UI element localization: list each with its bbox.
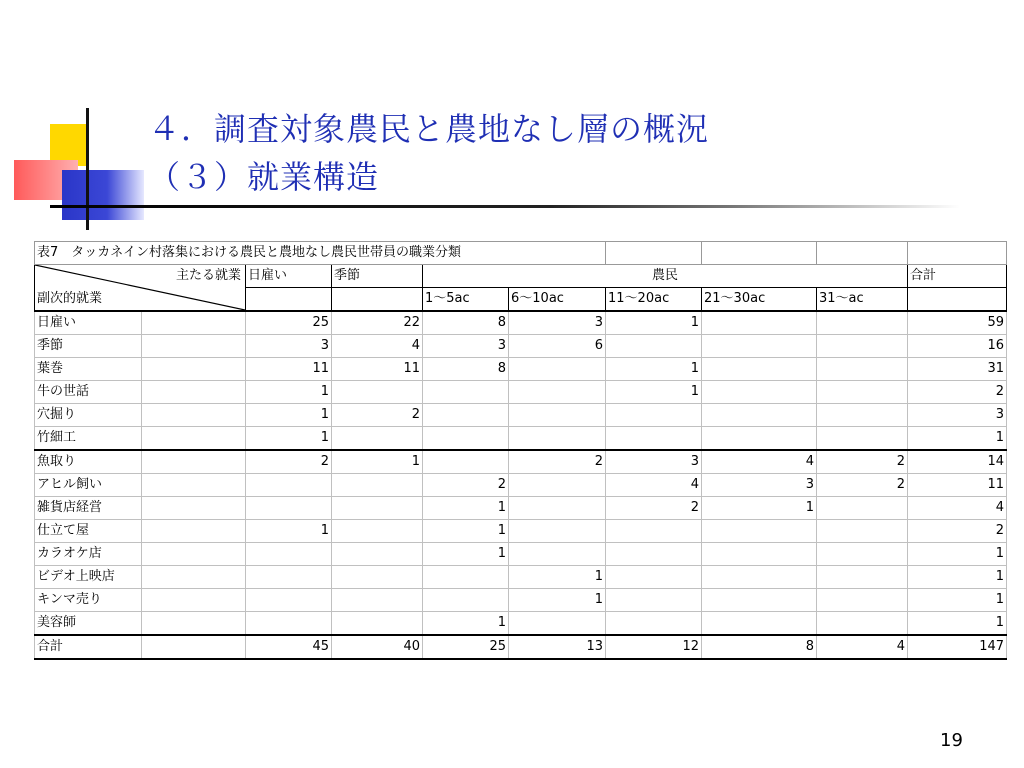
table-cell: 2 (908, 381, 1007, 404)
table-cell: 4 (702, 450, 817, 474)
table-cell: 3 (606, 450, 702, 474)
table-cell: 4 (817, 635, 908, 659)
row-label: アヒル飼い (35, 474, 142, 497)
table-cell (423, 427, 509, 451)
table-cell (332, 612, 423, 636)
table-row (35, 450, 1007, 474)
slide-decoration (0, 0, 150, 240)
table-row (35, 520, 1007, 543)
table-cell: 40 (332, 635, 423, 659)
subcol-2: 6～10ac (509, 288, 606, 312)
table-row (35, 474, 1007, 497)
subcol-4: 21～30ac (702, 288, 817, 312)
main-occupation-label: 主たる就業 (175, 268, 241, 283)
table-cell: 1 (908, 427, 1007, 451)
table-row (35, 335, 1007, 358)
table-cell (332, 543, 423, 566)
table-cell (702, 404, 817, 427)
table-cell: 1 (702, 497, 817, 520)
row-label: 合計 (35, 635, 142, 659)
table-cell: 25 (423, 635, 509, 659)
table-cell (817, 520, 908, 543)
table-cell (509, 381, 606, 404)
table-cell: 11 (246, 358, 332, 381)
slide-subtitle: （３）就業構造 (148, 158, 380, 196)
table-cell: 31 (908, 358, 1007, 381)
table-cell (246, 612, 332, 636)
row-label: ビデオ上映店 (35, 566, 142, 589)
table-cell (606, 543, 702, 566)
header-row-1 (35, 265, 1007, 288)
title-underline (50, 205, 960, 208)
table-cell (509, 358, 606, 381)
table-cell: 1 (908, 589, 1007, 612)
row-label: 仕立て屋 (35, 520, 142, 543)
table-cell (246, 589, 332, 612)
table-cell (606, 404, 702, 427)
table-cell: 59 (908, 311, 1007, 335)
table-cell (509, 612, 606, 636)
table-row (35, 566, 1007, 589)
col-hireling: 日雇い (246, 265, 332, 288)
table-cell (702, 358, 817, 381)
table-row (35, 358, 1007, 381)
table-cell (606, 612, 702, 636)
table-cell (509, 520, 606, 543)
table-cell (702, 427, 817, 451)
occupation-table (34, 241, 1007, 660)
table-cell (246, 543, 332, 566)
table-cell: 3 (246, 335, 332, 358)
table-cell: 2 (509, 450, 606, 474)
table-row (35, 427, 1007, 451)
table-cell: 12 (606, 635, 702, 659)
table-row (35, 497, 1007, 520)
corner-header (35, 265, 246, 312)
table-cell: 13 (509, 635, 606, 659)
row-label: 雑貨店経営 (35, 497, 142, 520)
table-cell (817, 612, 908, 636)
page-number: 19 (940, 730, 963, 751)
table-cell (817, 427, 908, 451)
table-row (35, 381, 1007, 404)
table-caption: 表7 タッカネイン村落集における農民と農地なし農民世帯員の職業分類 (35, 242, 606, 265)
table-cell (509, 543, 606, 566)
table-cell: 1 (332, 450, 423, 474)
table-cell (606, 335, 702, 358)
table-cell (817, 335, 908, 358)
table-cell (606, 566, 702, 589)
table-cell: 1 (423, 543, 509, 566)
table-cell: 3 (702, 474, 817, 497)
row-label: 牛の世話 (35, 381, 142, 404)
table-cell (702, 335, 817, 358)
table-cell (332, 381, 423, 404)
table-cell: 1 (509, 566, 606, 589)
table-cell (817, 497, 908, 520)
table-cell (332, 497, 423, 520)
row-label: カラオケ店 (35, 543, 142, 566)
table-cell: 1 (246, 520, 332, 543)
vertical-rule (86, 108, 89, 230)
caption-row (35, 242, 1007, 265)
table-cell: 8 (423, 358, 509, 381)
subcol-1: 1～5ac (423, 288, 509, 312)
table-cell: 1 (246, 381, 332, 404)
table-cell (332, 474, 423, 497)
table-cell: 1 (606, 311, 702, 335)
sub-occupation-label: 副次的就業 (37, 291, 103, 306)
table-cell (246, 474, 332, 497)
table-cell (817, 404, 908, 427)
table-cell: 14 (908, 450, 1007, 474)
table-cell: 1 (423, 497, 509, 520)
table-cell: 2 (817, 474, 908, 497)
table-cell: 3 (509, 311, 606, 335)
table-cell: 3 (908, 404, 1007, 427)
table-cell: 22 (332, 311, 423, 335)
table-cell (702, 612, 817, 636)
table-cell: 1 (908, 543, 1007, 566)
table-cell: 2 (332, 404, 423, 427)
table-row (35, 404, 1007, 427)
table-cell: 2 (423, 474, 509, 497)
row-label: 穴掘り (35, 404, 142, 427)
table-cell: 1 (246, 404, 332, 427)
table-cell: 1 (606, 381, 702, 404)
table-cell (509, 404, 606, 427)
table-cell: 4 (606, 474, 702, 497)
table-cell (606, 427, 702, 451)
table-cell (332, 589, 423, 612)
col-total: 合計 (908, 265, 1007, 288)
table-cell: 2 (606, 497, 702, 520)
row-label: 季節 (35, 335, 142, 358)
table-cell: 16 (908, 335, 1007, 358)
row-label: 葉巻 (35, 358, 142, 381)
table-cell (423, 404, 509, 427)
table-cell (702, 520, 817, 543)
table-cell (509, 474, 606, 497)
table-cell: 8 (702, 635, 817, 659)
table-cell: 45 (246, 635, 332, 659)
table-cell (332, 520, 423, 543)
table-cell (246, 566, 332, 589)
table-row (35, 311, 1007, 335)
table-cell (817, 311, 908, 335)
table-cell (702, 381, 817, 404)
table-cell (246, 497, 332, 520)
table-cell: 25 (246, 311, 332, 335)
table-cell (423, 450, 509, 474)
table-cell: 2 (817, 450, 908, 474)
table-cell (606, 589, 702, 612)
table-cell: 11 (908, 474, 1007, 497)
table-cell (817, 543, 908, 566)
table-cell (332, 566, 423, 589)
col-farmers: 農民 (423, 265, 908, 288)
table-cell: 2 (246, 450, 332, 474)
table-cell: 2 (908, 520, 1007, 543)
table-cell (509, 497, 606, 520)
row-label: 日雇い (35, 311, 142, 335)
table-cell (606, 520, 702, 543)
table-row (35, 612, 1007, 636)
row-label: 竹細工 (35, 427, 142, 451)
subcol-3: 11～20ac (606, 288, 702, 312)
subcol-5: 31～ac (817, 288, 908, 312)
table-cell: 1 (908, 612, 1007, 636)
row-label: 魚取り (35, 450, 142, 474)
table-cell: 1 (423, 520, 509, 543)
table-cell (817, 381, 908, 404)
table-cell (702, 566, 817, 589)
row-label: キンマ売り (35, 589, 142, 612)
table-cell (817, 589, 908, 612)
table-cell: 1 (509, 589, 606, 612)
table-cell (817, 358, 908, 381)
row-label: 美容師 (35, 612, 142, 636)
table-cell (423, 589, 509, 612)
table-row (35, 589, 1007, 612)
table-cell: 6 (509, 335, 606, 358)
table-cell: 11 (332, 358, 423, 381)
table-cell (702, 589, 817, 612)
blue-square (62, 170, 144, 220)
table-cell: 1 (606, 358, 702, 381)
table-cell (817, 566, 908, 589)
col-seasonal: 季節 (332, 265, 423, 288)
table-cell: 1 (246, 427, 332, 451)
table-cell (423, 381, 509, 404)
table-cell: 4 (908, 497, 1007, 520)
slide-title: ４．調査対象農民と農地なし層の概況 (148, 110, 710, 148)
table-cell: 1 (423, 612, 509, 636)
table-row (35, 543, 1007, 566)
table-cell (509, 427, 606, 451)
table-cell: 8 (423, 311, 509, 335)
table-cell (332, 427, 423, 451)
table-cell: 4 (332, 335, 423, 358)
total-row (35, 635, 1007, 659)
table-cell: 147 (908, 635, 1007, 659)
table-cell (702, 311, 817, 335)
table-cell: 1 (908, 566, 1007, 589)
table-cell: 3 (423, 335, 509, 358)
table-cell (702, 543, 817, 566)
table-cell (423, 566, 509, 589)
